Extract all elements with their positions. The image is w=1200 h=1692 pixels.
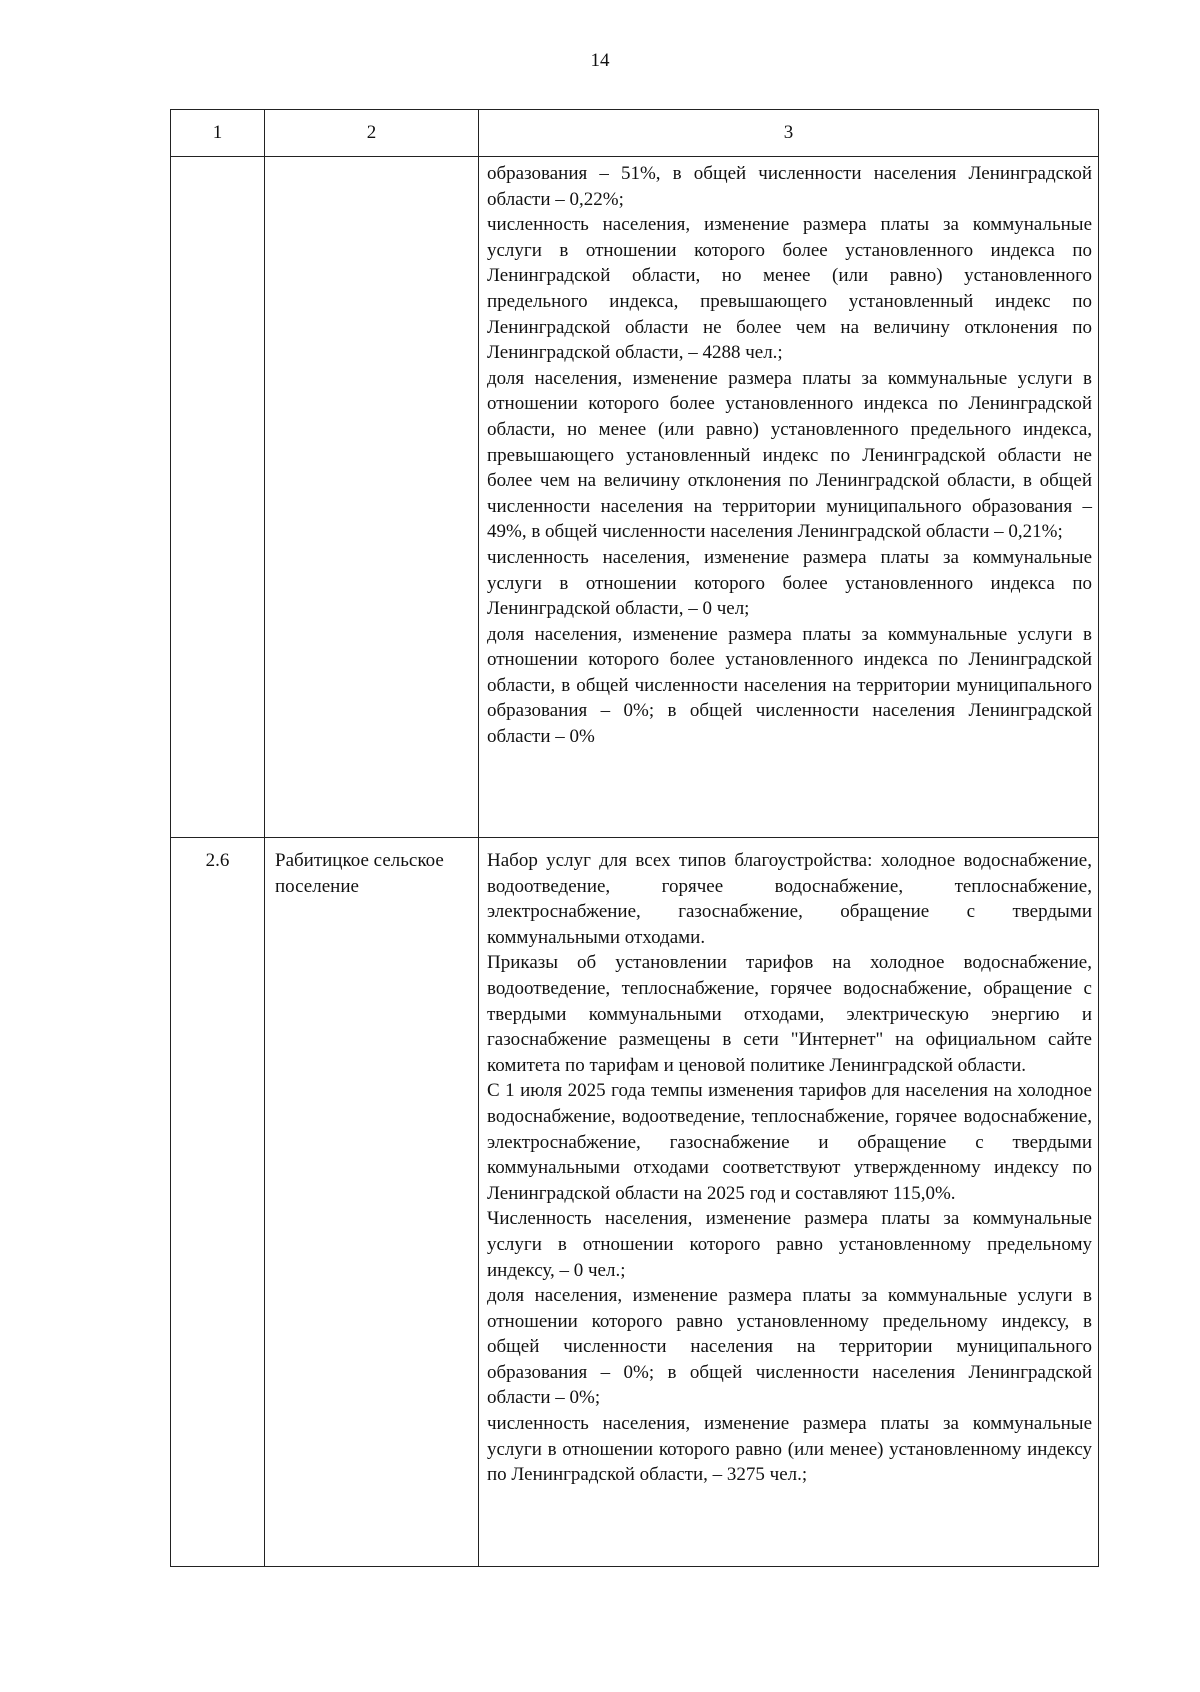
municipality-name-cell: Рабитицкое сельское поселение bbox=[265, 838, 479, 1567]
municipality-name-cell bbox=[265, 157, 479, 838]
paragraph: доля населения, изменение размера платы за коммунальные услуги в отношении которого равно установленному предельному индексу, в общей численности населения на территории муниципального образования – 0%; в общей численности населения Ленинградской области – 0%; bbox=[487, 1285, 1092, 1409]
paragraph: численность населения, изменение размера платы за коммунальные услуги в отношении которого равно (или менее) установленному индексу по Ленинградской области, – 3275 чел.; bbox=[487, 1413, 1092, 1486]
paragraph: численность населения, изменение размера платы за коммунальные услуги в отношении которого более установленного индекса по Ленинградской области, – 0 чел; bbox=[487, 546, 1092, 620]
description-cell bbox=[479, 838, 1099, 1567]
table-row bbox=[171, 157, 1099, 838]
paragraph: С 1 июля 2025 года темпы изменения тарифов для населения на холодное водоснабжение, водоотведение, теплоснабжение, горячее водоснабжение, электроснабжение, газоснабжение и обращение с твердыми коммунальными отходами соответствуют утвержденному индексу по Ленинградской области на 2025 год и составляют 115,0%. bbox=[487, 1080, 1092, 1204]
column-header-2: 2 bbox=[265, 110, 479, 157]
paragraph: доля населения, изменение размера платы за коммунальные услуги в отношении которого более установленного индекса по Ленинградской области, но менее (или равно) установленного предельного индекса, превышающего установленный индекс по Ленинградской области не более чем на величину отклонения по Ленинградской области, в общей численности населения на территории муниципального образования – 49%, в общей численности населения Ленинградской области – 0,21%; bbox=[487, 367, 1092, 543]
paragraph: численность населения, изменение размера платы за коммунальные услуги в отношении которого более установленного индекса по Ленинградской области, но менее (или равно) установленного предельного индекса, превышающего установленный индекс по Ленинградской области не более чем на величину отклонения по Ленинградской области, – 4288 чел.; bbox=[487, 214, 1092, 364]
table-row bbox=[171, 838, 1099, 1567]
column-header-1: 1 bbox=[171, 110, 265, 157]
row-number-cell: 2.6 bbox=[171, 838, 265, 1567]
page-number: 14 bbox=[590, 50, 610, 71]
paragraph: образования – 51%, в общей численности населения Ленинградской области – 0,22%; bbox=[487, 163, 1092, 210]
paragraph: доля населения, изменение размера платы за коммунальные услуги в отношении которого более установленного индекса по Ленинградской области, в общей численности населения на территории муниципального образования – 0%; в общей численности населения Ленинградской области – 0% bbox=[487, 623, 1092, 748]
paragraph: Набор услуг для всех типов благоустройства: холодное водоснабжение, водоотведение, горячее водоснабжение, теплоснабжение, электроснабжение, газоснабжение, обращение с твердыми коммунальными отходами. bbox=[487, 850, 1092, 948]
column-header-3: 3 bbox=[479, 110, 1099, 157]
row-number-cell bbox=[171, 157, 265, 838]
table-header-row bbox=[171, 110, 1099, 157]
paragraph: Приказы об установлении тарифов на холодное водоснабжение, водоотведение, теплоснабжение, горячее водоснабжение, обращение с твердыми коммунальными отходами, электрическую энергию и газоснабжение размещены в сети "Интернет" на официальном сайте комитета по тарифам и ценовой политике Ленинградской области. bbox=[487, 952, 1092, 1076]
description-cell bbox=[479, 157, 1099, 838]
document-table bbox=[170, 109, 1099, 1567]
paragraph: Численность населения, изменение размера платы за коммунальные услуги в отношении которого равно установленному предельному индексу, – 0 чел.; bbox=[487, 1208, 1092, 1281]
